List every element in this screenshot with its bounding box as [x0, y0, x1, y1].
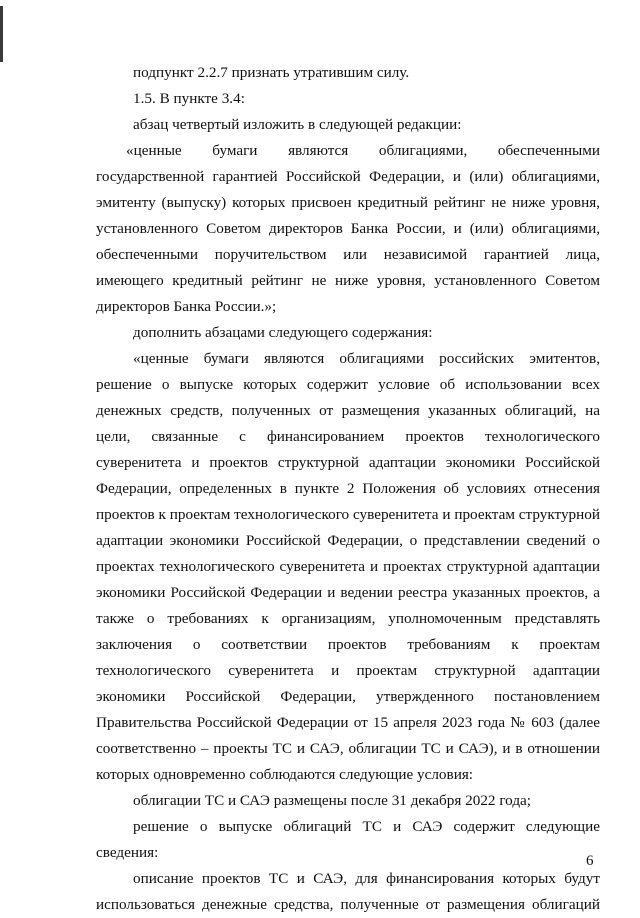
paragraph-item-1-5: 1.5. В пункте 3.4:: [133, 90, 245, 107]
paragraph-dopolnit: дополнить абзацами следующего содержания:: [133, 324, 433, 341]
paragraph-condition-issue-decision: решение о выпуске облигаций ТС и САЭ содержит следующие сведения:: [96, 818, 600, 861]
paragraph-quote-securities-ts-sae: «ценные бумаги являются облигациями российских эмитентов, решение о выпуске которых содержит условие об использовании всех денежных средств, полученных от размещения указанных облигаций, на цели, связанные с финансированием проектов технологического суверенитета и проектов структурной адаптации экономики Российской Федерации, определенных в пункте 2 Положения об условиях отнесения проектов к проектам технологического суверенитета и проектам структурной адаптации экономики Российской Федерации, о представлении сведений о проектах технологического суверенитета и проектах структурной адаптации экономики Российской Федерации и ведении реестра указанных проектов, а также о требованиях к организациям, уполномоченным представлять заключения о соответствии проектов требованиям к проектам технологического суверенитета и проектам структурной адаптации экономики Российской Федерации, утвержденного постановлением Правительства Российской Федерации от 15 апреля 2023 года № 603 (далее соответственно – проекты ТС и САЭ, облигации ТС и САЭ), и в отношении которых одновременно соблюдаются следующие условия:: [96, 350, 600, 783]
scan-edge-mark: [0, 6, 3, 62]
paragraph-subpoint-2-2-7: подпункт 2.2.7 признать утратившим силу.: [133, 64, 410, 81]
paragraph-project-description: описание проектов ТС и САЭ, для финансирования которых будут использоваться денежные средства, полученные от размещения облигаций: [96, 870, 600, 913]
paragraph-condition-placement-date: облигации ТС и САЭ размещены после 31 декабря 2022 года;: [133, 792, 532, 809]
page-number: 6: [586, 853, 594, 869]
paragraph-abzac-chetvertyi: абзац четвертый изложить в следующей редакции:: [133, 116, 462, 133]
paragraph-quote-securities-guarantee: «ценные бумаги являются облигациями, обеспеченными государственной гарантией Российской Федерации, и (или) облигациями, эмитенту (выпуску) которых присвоен кредитный рейтинг не ниже уровня, установленного Советом директоров Банка России, и (или) облигациями, обеспеченными поручительством или независимой гарантией лица, имеющего кредитный рейтинг не ниже уровня, установленного Советом директоров Банка России.»;: [96, 142, 600, 315]
document-body: [96, 60, 600, 918]
